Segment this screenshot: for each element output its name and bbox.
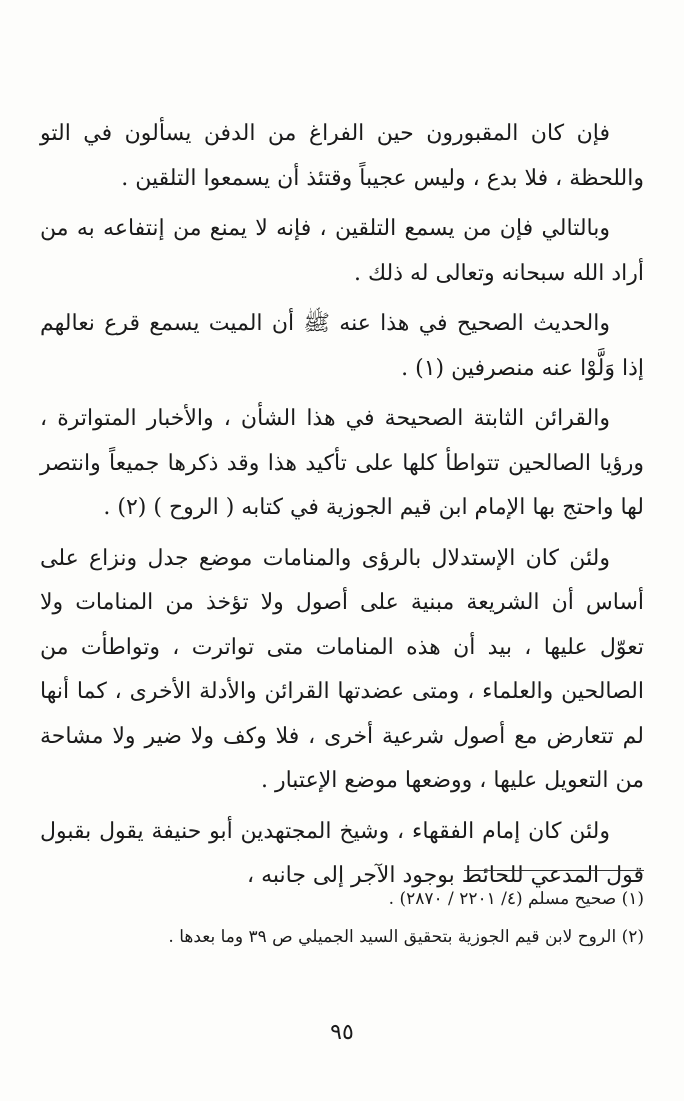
paragraph: والحديث الصحيح في هذا عنه ﷺ أن الميت يسمع قرع نعالهم إذا وَلَّوْا عنه منصرفين (١) . <box>40 311 644 381</box>
paragraph: ولئن كان إمام الفقهاء ، وشيخ المجتهدين أبو حنيفة يقول بقبول قول المدعي للحائط بوجود الآجر إلى جانبه ، <box>40 818 644 888</box>
paragraph: وبالتالي فإن من يسمع التلقين ، فإنه لا يمنع من إنتفاعه به من أراد الله سبحانه وتعالى له ذلك . <box>40 216 644 286</box>
page-number: ٩٥ <box>330 1020 354 1045</box>
main-text <box>40 112 644 899</box>
footnote: (٢) الروح لابن قيم الجوزية بتحقيق السيد الجميلي ص ٣٩ وما بعدها . <box>168 927 644 947</box>
paragraph: والقرائن الثابتة الصحيحة في هذا الشأن ، والأخبار المتواترة ، ورؤيا الصالحين تتواطأ كلها على تأكيد هذا وقد ذكرها جميعاً وانتصر لها واحتج بها الإمام ابن قيم الجوزية في كتابه ( الروح ) (٢) . <box>40 406 644 520</box>
paragraph: ولئن كان الإستدلال بالرؤى والمنامات موضع جدل ونزاع على أساس أن الشريعة مبنية على أصول ولا تؤخذ من المنامات ولا تعوّل عليها ، بيد أن هذه المنامات متى تواترت ، وتواطأت من الصالحين والعلماء ، ومتى عضدتها القرائن والأدلة الأخرى ، كما أنها لم تتعارض مع أصول شرعية أخرى ، فلا وكف ولا ضير ولا مشاحة من التعويل عليها ، ووضعها موضع الإعتبار . <box>40 545 644 793</box>
footnote-divider <box>464 870 644 871</box>
footnotes <box>40 880 644 956</box>
footnote: (١) صحيح مسلم (٤/ ٢٢٠١ / ٢٨٧٠) . <box>388 889 644 909</box>
paragraph: فإن كان المقبورون حين الفراغ من الدفن يسألون في التو واللحظة ، فلا بدع ، وليس عجيباً وقتئذ أن يسمعوا التلقين . <box>40 121 644 191</box>
